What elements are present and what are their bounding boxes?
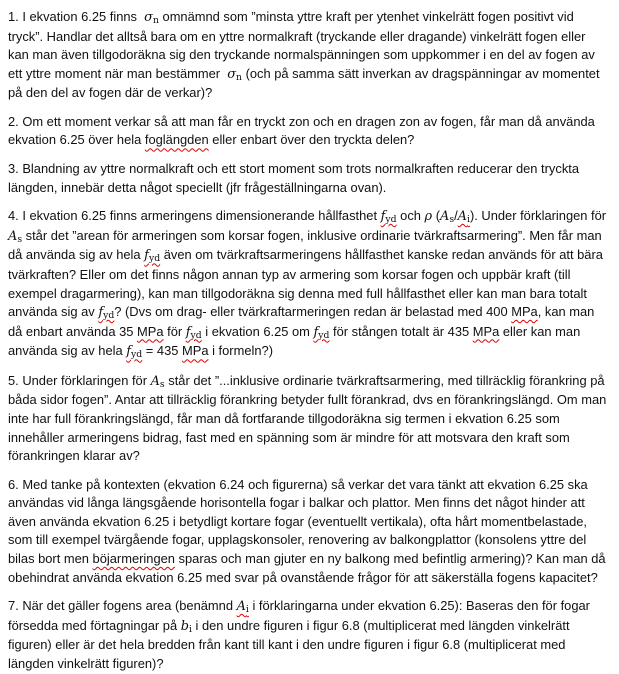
math-token bbox=[8, 228, 22, 243]
flagged-word: MPa bbox=[182, 343, 209, 359]
math-token-flagged bbox=[380, 208, 397, 226]
text-run: , kan man då enbart använda 35 bbox=[8, 304, 598, 339]
text-run: 5. Under förklaringen för bbox=[8, 372, 151, 388]
math-symbol: ρ bbox=[424, 209, 433, 225]
text-run: = 435 bbox=[142, 343, 182, 359]
math-symbol: σ bbox=[227, 66, 237, 82]
math-symbol: A bbox=[457, 209, 467, 225]
text-run: för bbox=[163, 323, 186, 339]
question-paragraph-4 bbox=[8, 207, 609, 362]
flagged-word: MPa bbox=[472, 323, 500, 339]
math-symbol: A bbox=[440, 209, 450, 225]
text-run: / bbox=[454, 208, 458, 224]
math-subscript: s bbox=[449, 214, 455, 226]
question-paragraph-5 bbox=[8, 372, 609, 466]
math-subscript: yd bbox=[131, 349, 143, 361]
math-subscript: n bbox=[236, 71, 242, 83]
math-subscript: yd bbox=[148, 253, 161, 265]
math-symbol: f bbox=[144, 248, 149, 264]
math-token-flagged bbox=[186, 324, 202, 339]
math-subscript: i bbox=[245, 604, 249, 616]
math-subscript: i bbox=[188, 623, 192, 635]
math-symbol: σ bbox=[144, 10, 153, 25]
text-run: i ekvation 6.25 om bbox=[201, 323, 314, 339]
text-run: för stången totalt är 435 bbox=[329, 323, 473, 339]
math-token-flagged bbox=[313, 324, 329, 339]
text-run: eller kan man använda sig av hela bbox=[8, 323, 584, 359]
flagged-word: MPa bbox=[137, 323, 164, 339]
math-symbol: b bbox=[180, 618, 189, 634]
math-symbol: f bbox=[126, 344, 132, 360]
text-run: och bbox=[396, 208, 425, 224]
math-token-flagged bbox=[457, 208, 470, 226]
question-paragraph-2 bbox=[8, 113, 609, 150]
text-run: i formeln?) bbox=[208, 343, 273, 359]
text-run: ? (Dvs om drag- eller tvärkraftarmeringen redan är belastad med 400 bbox=[114, 304, 512, 320]
text-run: i den undre figuren i figur 6.8 (multiplicerat med längden vinkelrätt figuren) eller är det hela bredden från kant till kant i den undre figuren i figur 6.8 (multiplicerat med längden vinkelrätt figuren)? bbox=[8, 617, 574, 671]
math-subscript: n bbox=[152, 15, 159, 27]
math-subscript: yd bbox=[318, 329, 330, 341]
math-token bbox=[181, 618, 192, 633]
text-run: omnämnd som ”minsta yttre kraft per ytenhet vinkelrätt fogen positivt vid tryck”. Handlar det alltså bara om en yttre normalkraft (tryckande eller dragande) vinkelrätt fogen eller kan man även tillgodoräkna sig den tryckande normalspänningen som uppkommer i en del av fogen av ett yttre moment när man bestämmer bbox=[8, 9, 599, 81]
math-token bbox=[440, 208, 455, 226]
math-subscript: s bbox=[17, 234, 23, 245]
math-token-flagged bbox=[98, 304, 115, 322]
text-run: ( bbox=[432, 208, 440, 224]
math-token bbox=[227, 66, 242, 81]
math-token-flagged bbox=[236, 598, 249, 616]
flagged-word: MPa bbox=[511, 304, 538, 320]
text-run: ). Under förklaringen för bbox=[469, 208, 610, 224]
math-symbol: f bbox=[98, 305, 104, 321]
text-run: 3. Blandning av yttre normalkraft och ett stort moment som trots normalkraften reducerar den tryckta längden, innebär detta något speciellt (jfr frågeställningarna ovan). bbox=[8, 161, 583, 195]
math-symbol: f bbox=[313, 324, 319, 340]
math-subscript: s bbox=[159, 379, 165, 391]
text-run: sparas och man gjuter en ny balkong med befintlig armering)? Kan man då obehindrat använda ekvation 6.25 med svar på ovanstående frågor för att säkerställa fogens kapacitet? bbox=[8, 551, 610, 585]
math-subscript: i bbox=[466, 214, 470, 226]
math-symbol: A bbox=[236, 599, 246, 615]
flagged-word: böjarmeringen bbox=[92, 551, 175, 567]
math-token-flagged bbox=[144, 247, 161, 265]
question-paragraph-3 bbox=[8, 160, 609, 197]
question-paragraph-7 bbox=[8, 597, 609, 673]
math-token bbox=[150, 373, 165, 391]
math-symbol: f bbox=[185, 324, 191, 340]
text-run: (och på samma sätt inverkan av dragspänningar av momentet på den del av fogen där de verkar)? bbox=[8, 65, 604, 101]
flagged-word: foglängden bbox=[144, 132, 209, 148]
text-run: i förklaringarna under ekvation 6.25): Baseras den för fogar försedda med förtagningar på bbox=[8, 598, 594, 633]
math-token-flagged bbox=[126, 343, 143, 361]
question-paragraph-6 bbox=[8, 476, 609, 587]
math-symbol: A bbox=[150, 373, 160, 389]
question-paragraph-1 bbox=[8, 8, 609, 103]
text-run: 7. När det gäller fogens area (benämnd bbox=[8, 598, 237, 614]
text-run: står det ”...inklusive ordinarie tvärkraftsarmering, med tillräcklig förankring på båda sidor fogen”. Antar att tillräcklig förankring betyder fullt förankrad, dvs en förankringslängd. Om man inte har full förankringslängd, får man då fortfarande tillgodoräkna sig termen i ekvation 6.25 som innehåller armeringens bidrag, fast med en spänning som är mindre för att motsvara den kraft som förankringen klarar av? bbox=[8, 372, 610, 464]
text-run: även om tvärkraftsarmeringens hållfasthet kanske redan används för att bära tvärkraften? Eller om det finns någon annan typ av armering som korsar fogen och uppbär kraft (till exempel dragarmering), kan man tillgodoräkna sig denna med full hållfasthet eller kan man bara totalt använda sig av bbox=[8, 247, 607, 320]
math-symbol: f bbox=[380, 209, 386, 225]
math-symbol: A bbox=[8, 228, 18, 244]
math-token bbox=[144, 9, 159, 27]
math-subscript: yd bbox=[190, 329, 202, 341]
text-run: 1. I ekvation 6.25 finns bbox=[8, 9, 145, 24]
text-run: 2. Om ett moment verkar så att man får en tryckt zon och en dragen zon av fogen, får man då använda ekvation 6.25 över hela bbox=[8, 113, 599, 148]
text-run: eller enbart över den tryckta delen? bbox=[208, 132, 415, 148]
text-run: står det ”arean för armeringen som korsar fogen, inklusive ordinarie tvärkraftsarmering”. Men får man då använda sig av hela bbox=[8, 227, 606, 263]
math-subscript: yd bbox=[103, 310, 115, 322]
text-run: 4. I ekvation 6.25 finns armeringens dimensionerande hållfasthet bbox=[8, 208, 381, 224]
math-subscript: yd bbox=[385, 214, 397, 226]
text-run: 6. Med tanke på kontexten (ekvation 6.24 och figurerna) så verkar det vara tänkt att ekvation 6.25 ska användas vid långa längsgående horisontella fogar i balkar och plattor. Men finns det något hinder att även använda ekvation 6.25 i betydligt kortare fogar (eventuellt vertikala), ofta hårt momentbelastade, som till exempel tvärgående fogar, upplagskonsoler, renovering av balkongplattor (konsolens yttre del bilas bort men bbox=[8, 476, 592, 567]
